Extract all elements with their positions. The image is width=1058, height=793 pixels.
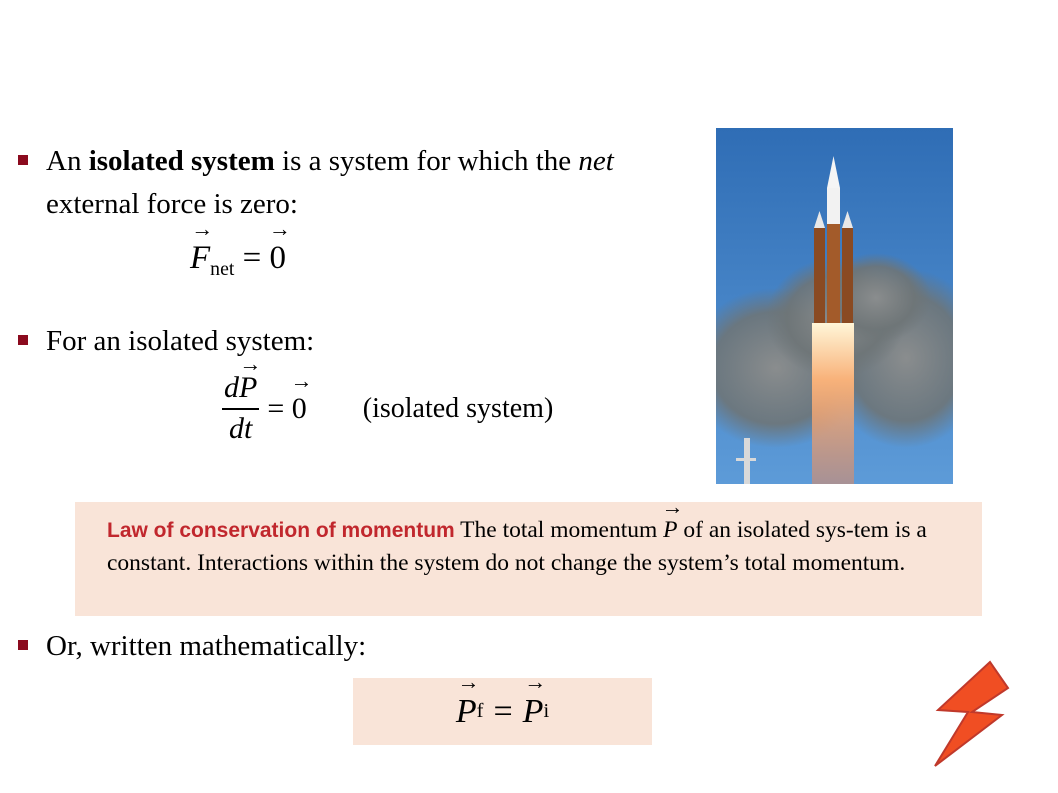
bullet-text: For an isolated system:	[46, 325, 315, 357]
bullet-for-isolated-system	[18, 320, 314, 363]
bullet-marker	[18, 335, 28, 345]
rocket-launch-photo	[716, 128, 953, 484]
law-title: Law of conservation of momentum	[107, 519, 455, 542]
law-conservation-momentum-box: Law of conservation of momentum The total momentum → P of an isolated sys-tem is a constant. Interactions within the system do not change the system’s total momentum.	[75, 502, 982, 616]
momentum-derivative-equation: $\frac{d\to P}{dt}$ = → 0 (isolated system)	[222, 370, 553, 448]
derivative-fraction: $\frac{d\to P}{dt}$	[222, 370, 259, 448]
bullet-text: Or, written mathematically:	[46, 630, 367, 662]
net-force-equation: → $F_{net}$ = → 0	[190, 240, 286, 281]
momentum-conservation-equation-box: → P f = → P i	[353, 678, 652, 745]
bullet-marker	[18, 640, 28, 650]
bullet-text: An isolated system is a system for which the net external force is zero:	[46, 145, 614, 220]
lightning-bolt-icon	[930, 660, 1012, 770]
isolated-system-note: (isolated system)	[362, 393, 554, 424]
bullet-isolated-system	[18, 140, 618, 226]
bullet-marker	[18, 155, 28, 165]
bullet-written-mathematically	[18, 625, 366, 668]
